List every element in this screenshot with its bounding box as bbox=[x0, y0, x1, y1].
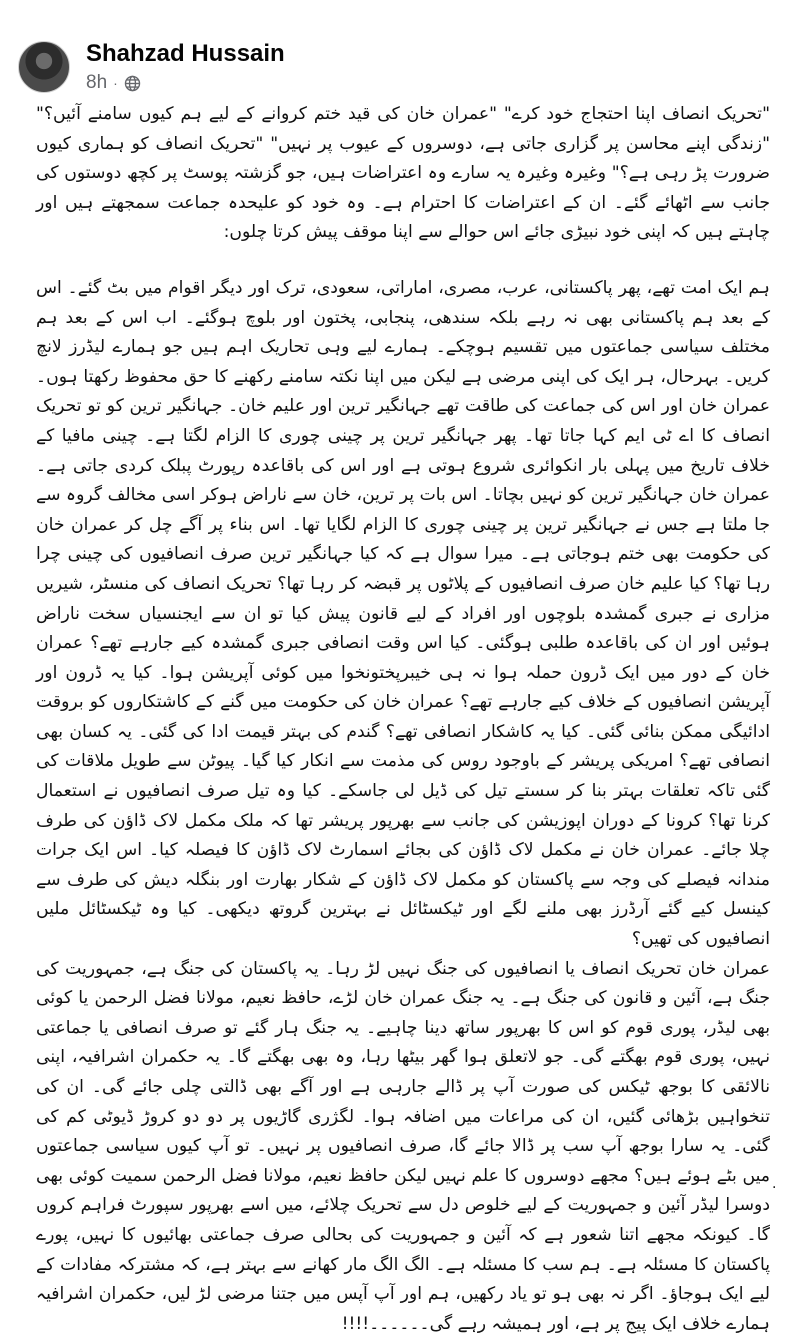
post-meta bbox=[86, 40, 285, 94]
trailing-dot: . bbox=[772, 1176, 777, 1192]
post-paragraph: "تحریک انصاف اپنا احتجاج خود کرے" "عمران خان کی قید ختم کروانے کے لیے ہم کیوں سامنے آئیں؟" "زندگی اپنے محاسن پر گزاری جاتی ہے، دوسروں کے عیوب پر نہیں" "تحریک انصاف کو ہماری کیوں ضرورت پڑ رہی ہے؟" وغیرہ وغیرہ یہ سارے وہ اعتراضات ہیں، جو گزشتہ پوسٹ پر کچھ دوستوں کی جانب سے اٹھائے گئے۔ ان کے اعتراضات کا احترام ہے۔ وہ خود کو علیحدہ جماعت سمجھتے ہیں اور چاہتے ہیں کہ اپنی خود نبیڑی جائے اس حوالے سے اپنا موقف پیش کرتا چلوں: bbox=[36, 104, 770, 243]
meta-separator: · bbox=[113, 75, 118, 91]
post-timestamp[interactable]: 8h bbox=[86, 72, 108, 93]
post-paragraph: عمران خان تحریک انصاف یا انصافیوں کی جنگ نہیں لڑ رہا۔ یہ پاکستان کی جنگ ہے، جمہوریت کی جنگ ہے، آئین و قانون کی جنگ ہے۔ یہ جنگ عمران خان لڑے، حافظ نعیم، مولانا فضل الرحمن یا کوئی بھی لیڈر، پوری قوم کو اس کا بھرپور ساتھ دینا چاہیے۔ یہ جنگ ہار گئے تو صرف انصافی یا جماعتی نہیں، پوری قوم بھگتے گی۔ جو لاتعلق ہوا گھر بیٹھا رہا، وہ بھی بھگتے گا۔ یہ حکمران اشرافیہ، اپنی نالائقی کا بوجھ ٹیکس کی صورت آپ پر ڈالے جارہی ہے اور آگے بھی ڈالتی چلی جائے گی۔ ان کی تنخواہیں بڑھائی گئیں، ان کی مراعات میں اضافہ ہوا۔ لگژری گاڑیوں پر دو دو کروڑ ڈیوٹی کم کی گئی۔ یہ سارا بوجھ آپ سب پر ڈالا جائے گا، صرف انصافیوں پر نہیں۔ تو آپ کیوں سیاسی جماعتوں میں بٹے ہوئے ہیں؟ مجھے دوسروں کا علم نہیں لیکن حافظ نعیم، مولانا فضل الرحمن سمیت کوئی بھی دوسرا لیڈر آئین و جمہوریت کے لیے خلوص دل سے تحریک چلائے، میں اسے بھرپور سپورٹ فراہم کروں گا۔ کیونکہ مجھے اتنا شعور ہے کہ آئین و جمہوریت کی بحالی صرف جماعتی بھائیوں کا نہیں، پورے پاکستان کا مسئلہ ہے۔ ہم سب کا مسئلہ ہے۔ الگ الگ مار کھانے سے بہتر ہے، کہ مشترکہ مفادات کے لیے ایک ہوجاؤ۔ اگر نہ بھی ہو تو یاد رکھیں، ہم اور آپ آپس میں جتنا مرضی لڑ لیں، حکمران اشرافیہ ہمارے خلاف ایک پیج پر ہے، اور ہمیشہ رہے گی۔۔۔۔۔۔!!!! bbox=[36, 958, 770, 1334]
globe-icon[interactable] bbox=[124, 75, 141, 92]
post-header bbox=[18, 40, 285, 94]
post-paragraph: ہم ایک امت تھے، پھر پاکستانی، عرب، مصری، اماراتی، سعودی، ترک اور دیگر اقوام میں بٹ گئے۔ اس کے بعد ہم پاکستانی بھی نہ رہے بلکہ سندھی، پنجابی، پختون اور بلوچ ہوگئے۔ اب اس کے بعد ہم مختلف سیاسی جماعتوں میں تقسیم ہوچکے۔ ہمارے لیے وہی تحاریک اہم ہیں جو ہمارے لیڈرز لانچ کریں۔ بہرحال، ہر ایک کی اپنی مرضی ہے لیکن میں اپنا نکتہ سامنے رکھنے کا حق محفوظ رکھتا ہوں۔ عمران خان اور اس کی جماعت کی طاقت تھے جہانگیر ترین اور علیم خان۔ جہانگیر ترین کو تو تحریک انصاف کا اے ٹی ایم کہا جاتا تھا۔ پھر جہانگیر ترین پر چینی چوری کا الزام لگتا ہے۔ چینی مافیا کے خلاف تاریخ میں پہلی بار انکوائری شروع ہوتی ہے اور اس کی باقاعدہ رپورٹ پبلک کردی جاتی ہے۔ عمران خان جہانگیر ترین کو نہیں بچاتا۔ اس بات پر ترین، خان سے ناراض ہوکر اسی مخالف گروہ سے جا ملتا ہے جس نے جہانگیر ترین پر چینی چوری کا الزام لگایا تھا۔ اس بناء پر آگے چل کر عمران خان کی حکومت بھی ختم ہوجاتی ہے۔ میرا سوال ہے کہ کیا جہانگیر ترین صرف انصافیوں کی چینی چرا رہا تھا؟ کیا علیم خان صرف انصافیوں کے پلاٹوں پر قبضہ کر رہا تھا؟ تحریک انصاف کی منسٹر، شیریں مزاری نے جبری گمشدہ بلوچوں اور افراد کے لیے قانون پیش کیا تو ان سے ایجنسیاں سخت ناراض ہوئیں اور ان کی باقاعدہ طلبی ہوگئی۔ کیا اس وقت انصافی جبری گمشدہ کیے جارہے تھے؟ عمران خان کے دور میں ایک ڈرون حملہ ہوا نہ ہی خیبرپختونخوا میں کوئی آپریشن ہوا۔ کیا یہ ڈرون اور آپریشن انصافیوں کے خلاف کیے جارہے تھے؟ عمران خان کی حکومت میں گنے کے کاشتکاروں کو بروقت ادائیگی ممکن بنائی گئی۔ کیا یہ کاشکار انصافی تھے؟ گندم کی بہتر قیمت ادا کی گئی۔ یہ کسان بھی انصافی تھے؟ امریکی پریشر کے باوجود روس کی مذمت سے انکار کیا گیا۔ پیوٹن سے طویل ملاقات کی گئی تاکہ تعلقات بہتر بنا کر سستے تیل کی ڈیل لی جاسکے۔ کیا وہ تیل صرف انصافیوں نے استعمال کرنا تھا؟ کرونا کے دوران اپوزیشن کی جانب سے بھرپور پریشر تھا کہ ملک مکمل لاک ڈاؤن کی طرف چلا جائے۔ عمران خان نے مکمل لاک ڈاؤن کی بجائے اسمارٹ لاک ڈاؤن کا فیصلہ کیا۔ اس ایک جرات مندانہ فیصلے کی وجہ سے پاکستان کو مکمل لاک ڈاؤن کے شکار بھارت اور بنگلہ دیش کی طرف سے کینسل کیے گئے آرڈرز بھی ملنے لگے اور ٹیکسٹائل نے بہترین گروتھ دیکھی۔ کیا وہ ٹیکسٹائل ملیں انصافیوں کی تھیں؟ bbox=[36, 277, 770, 950]
avatar[interactable] bbox=[18, 41, 70, 93]
author-name[interactable]: Shahzad Hussain bbox=[86, 40, 285, 67]
post-body bbox=[36, 100, 770, 1339]
post-subline bbox=[86, 72, 285, 94]
